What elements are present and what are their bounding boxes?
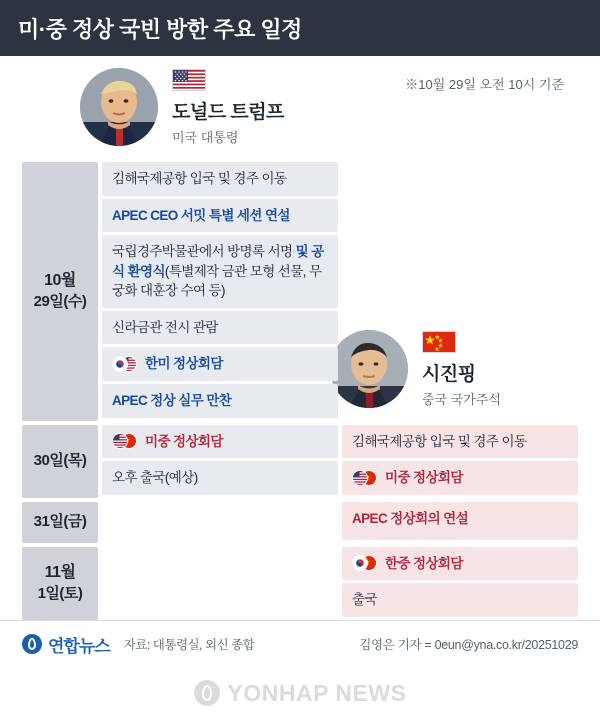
nov1-right-column (342, 547, 578, 620)
schedule-row-oct31 (22, 502, 578, 543)
watermark-content (194, 680, 407, 707)
trump-portrait (80, 68, 158, 146)
kr-cn-dual-flag-icon (352, 554, 378, 572)
us-cn-dual-flag-icon (352, 469, 378, 487)
schedule-row-oct29 (22, 162, 578, 421)
event-xi-arrival-gimhae: 김해국제공항 입국 및 경주 이동 (342, 425, 578, 459)
day-cell-nov1-month: 11월 (44, 564, 76, 582)
event-arrival-gimhae: 김해국제공항 입국 및 경주 이동 (102, 162, 338, 196)
trump-role: 미국 대통령 (172, 129, 239, 145)
event-korea-us-summit-label: 한미 정상회담 (145, 356, 223, 372)
event-korea-china-summit (342, 547, 578, 581)
byline-text: 김영은 기자 = 0eun@yna.co.kr/20251029 (359, 638, 578, 652)
reference-time-note: ※10월 29일 오전 10시 기준 (405, 77, 564, 92)
yonhap-watermark-icon (194, 680, 220, 706)
event-us-china-summit-right (342, 461, 578, 495)
event-korea-us-summit (102, 347, 338, 381)
event-us-china-summit-left (102, 425, 338, 459)
yonhap-logo-icon (22, 634, 42, 654)
leader-trump (80, 68, 284, 146)
event-xi-departure: 출국 (342, 583, 578, 617)
yonhap-logo-text: 연합뉴스 (48, 636, 110, 656)
watermark-bar (0, 666, 600, 720)
day-cell-oct31-date: 31일(금) (33, 513, 87, 530)
schedule-grid (22, 162, 578, 624)
header-bar (0, 0, 600, 56)
day-cell-nov1-date: 1일(토) (37, 584, 83, 602)
footer-bar (0, 620, 600, 667)
day-cell-nov1 (22, 547, 98, 620)
day-cell-oct30-date: 30일(목) (33, 451, 87, 469)
nov1-left-column (102, 547, 338, 620)
event-museum-welcome: 국립경주박물관에서 방명록 서명 및 공식 환영식(특별제작 금관 모형 선물, 무궁화 대훈장 수여 등) (102, 235, 338, 308)
us-flag-icon (172, 69, 206, 91)
us-flag-icon-small (352, 470, 368, 486)
event-silla-crown-exhibit: 신라금관 전시 관람 (102, 311, 338, 345)
xi-role: 중국 국가주석 (422, 391, 501, 407)
xi-name: 시진핑 (422, 363, 476, 385)
us-cn-dual-flag-icon (112, 432, 138, 450)
oct29-right-column (342, 162, 578, 421)
trump-name: 도널드 트럼프 (172, 101, 284, 123)
watermark-text: YONHAP NEWS (227, 679, 407, 706)
day-cell-oct31 (22, 502, 98, 543)
oct29-left-column (102, 162, 338, 421)
day-cell-oct29-month: 10월 (44, 272, 76, 290)
source-text: 자료: 대통령실, 외신 종합 (123, 638, 255, 652)
event-apec-working-dinner: APEC 정상 실무 만찬 (102, 384, 338, 418)
oct31-right-column (342, 502, 578, 543)
event-us-china-summit-right-label: 미중 정상회담 (385, 470, 463, 486)
kr-us-dual-flag-icon (112, 355, 138, 373)
page-title: 미·중 정상 국빈 방한 주요 일정 (18, 16, 302, 42)
day-cell-oct30 (22, 425, 98, 498)
event-afternoon-departure: 오후 출국(예상) (102, 461, 338, 495)
trump-meta (172, 69, 284, 146)
event-apec-ceo-summit: APEC CEO 서밋 특별 세션 연설 (102, 199, 338, 233)
event-us-china-summit-left-label: 미중 정상회담 (145, 433, 223, 449)
day-cell-oct29 (22, 162, 98, 421)
schedule-row-oct30 (22, 425, 578, 498)
oct31-left-column (102, 502, 338, 543)
oct30-left-column (102, 425, 338, 498)
oct30-right-column (342, 425, 578, 498)
event-korea-china-summit-label: 한중 정상회담 (385, 555, 463, 571)
schedule-row-nov1 (22, 547, 578, 620)
event-apec-summit-speech: APEC 정상회의 연설 (342, 502, 578, 540)
day-cell-oct29-date: 29일(수) (33, 292, 87, 310)
yonhap-logo (22, 632, 110, 657)
